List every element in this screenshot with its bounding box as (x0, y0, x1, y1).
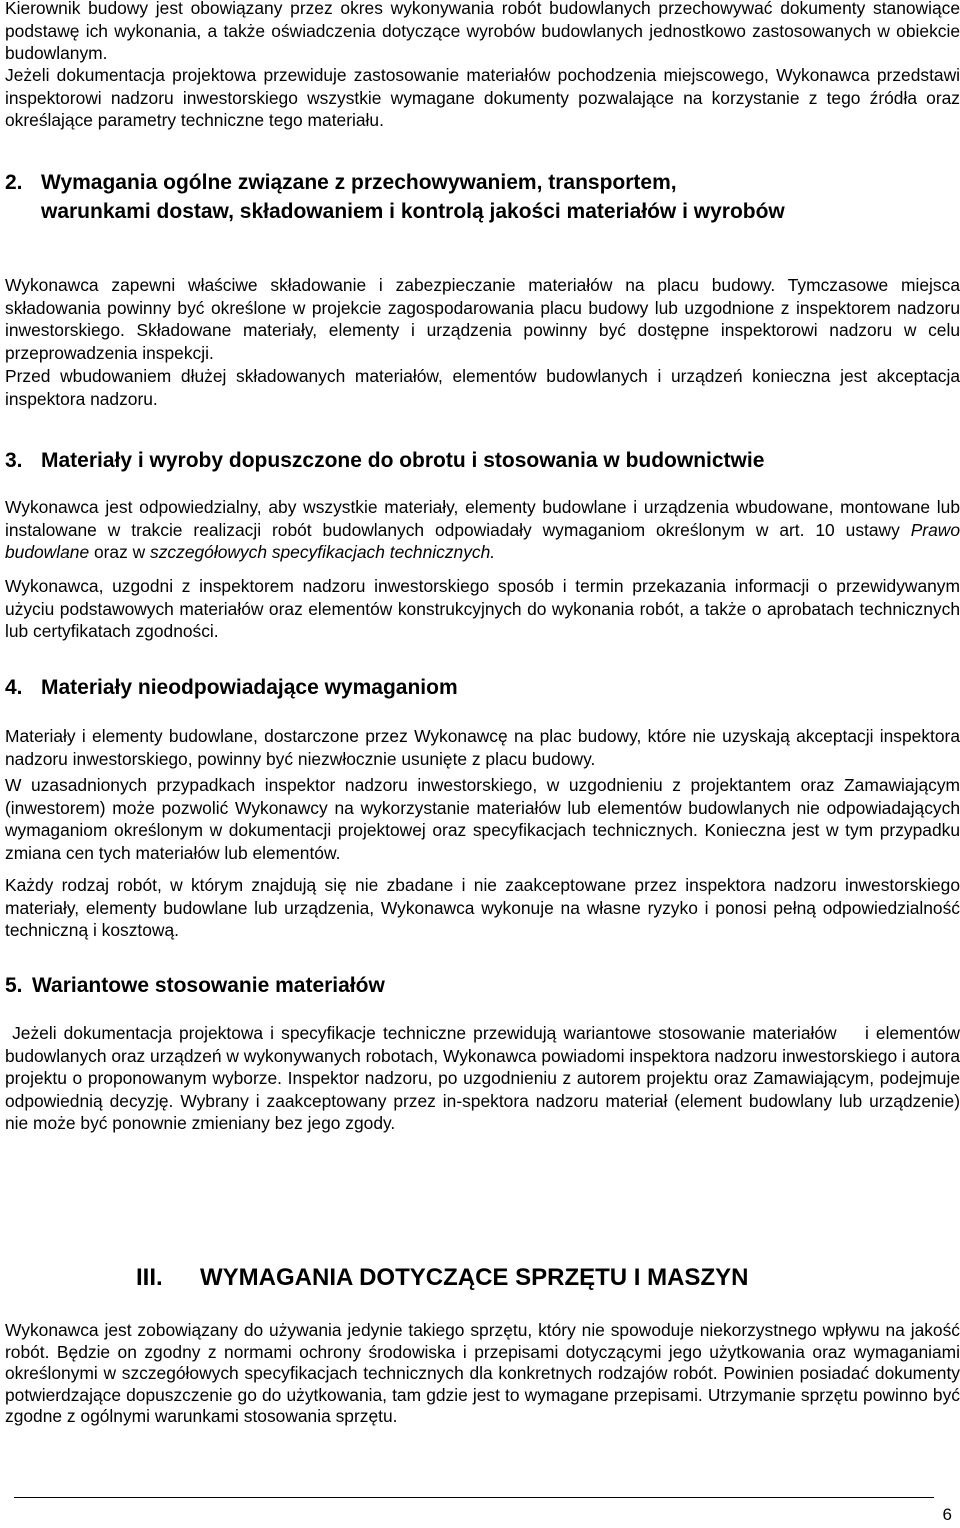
section-title: Wariantowe stosowanie materiałów (32, 974, 385, 997)
page-number: 6 (942, 1505, 952, 1524)
paragraph-storage: Wykonawca zapewni właściwe składowanie i zabezpieczanie materiałów na placu budowy. Tymczasowe miejsca składowania powinny być określone w projekcie zagospodarowania placu budowy lub uzgodnione z inspektorem nadzoru inwestorskiego. Składowane materiały, elementy i urządzenia powinny być dostępne inspektorowi nadzoru w celu przeprowadzenia inspekcji. (5, 275, 960, 363)
section-heading-5 (5, 971, 905, 1000)
chapter-title: WYMAGANIA DOTYCZĄCE SPRZĘTU I MASZYN (200, 1264, 749, 1291)
paragraph-information-transfer: Wykonawca, uzgodni z inspektorem nadzoru inwestorskiego sposób i termin przekazania informacji o przewidywanym użyciu podstawowych materiałów oraz elementów konstrukcyjnych do wykonania robót, a także o aprobatach technicznych lub certyfikatach zgodności. (5, 576, 960, 641)
law-title: Prawo budowlane (5, 519, 960, 562)
section-number: 3. (5, 449, 23, 472)
text-run: Wykonawca jest odpowiedzialny, aby wszystkie materiały, elementy budowlane i urządzenia wbudowane, montowane lub instalowane w trakcie realizacji robót budowlanych odpowiadały wymaganiom określonym w art. 10 ustawy (5, 497, 960, 540)
section-title: Materiały i wyroby dopuszczone do obrotu i stosowania w budownictwie (41, 449, 765, 472)
paragraph-equipment: Wykonawca jest zobowiązany do używania jedynie takiego sprzętu, który nie spowoduje niekorzystnego wpływu na jakość robót. Będzie on zgodny z normami ochrony środowiska i przepisami dotyczącymi jego użytkowania oraz wymaganiami określonymi w szczegółowych specyfikacjach technicznych dla konkretnych rodzajów robót. Powinien posiadać dokumenty potwierdzające dopuszczenie go do użytkowania, tam gdzie jest to wymagane przepisami. Utrzymanie sprzętu powinno być zgodne z ogólnymi warunkami stosowania sprzętu. (5, 1320, 960, 1426)
section-heading-4 (5, 673, 905, 702)
paragraph-variant-materials: Jeżeli dokumentacja projektowa i specyfikacje techniczne przewidują wariantowe stosowanie materiałów i elementów budowlanych oraz urządzeń w wykonywanych robotach, Wykonawca powiadomi inspektora nadzoru inwestorskiego i autora projektu o proponowanym wyborze. Inspektor nadzoru, po uzgodnieniu z autorem projektu oraz Zamawiającym, podejmuje odpowiednią decyzję. Wybrany i zaakceptowany przez in-spektora nadzoru materiał (element budowlany lub urządzenie) nie może być ponownie zmieniany bez jego zgody. (5, 1023, 960, 1133)
paragraph-contractor-responsibility (5, 496, 960, 564)
paragraph-contractor-risk: Każdy rodzaj robót, w którym znajdują się nie zbadane i nie zaakceptowane przez inspektora nadzoru inwestorskiego materiały, elementy budowlane lub urządzenia, Wykonawca wykonuje na własne ryzyko i ponosi pełną odpowiedzialność techniczną i kosztową. (5, 875, 960, 940)
specification-reference: szczegółowych specyfikacjach technicznych. (150, 542, 496, 562)
section-number: 5. (5, 974, 23, 997)
chapter-number: III. (136, 1264, 163, 1291)
text-run: oraz w (89, 542, 151, 562)
paragraph-rejected-materials: Materiały i elementy budowlane, dostarczone przez Wykonawcę na plac budowy, które nie uzyskają akceptacji inspektora nadzoru inwestorskiego, powinny być niezwłocznie usunięte z placu budowy. (5, 726, 960, 769)
chapter-heading (136, 1263, 748, 1293)
section-heading-3 (5, 446, 905, 475)
section-heading-2 (5, 168, 805, 226)
paragraph-site-manager-obligation: Kierownik budowy jest obowiązany przez okres wykonywania robót budowlanych przechowywać dokumenty stanowiące podstawę ich wykonania, a także oświadczenia dotyczące wyrobów budowlanych jednostkowo zastosowanych w obiekcie budowlanym. (5, 0, 960, 63)
section-title: Materiały nieodpowiadające wymaganiom (41, 676, 458, 699)
section-number: 2. (5, 171, 23, 194)
paragraph-local-materials: Jeżeli dokumentacja projektowa przewiduje zastosowanie materiałów pochodzenia miejscowego, Wykonawca przedstawi inspektorowi nadzoru inwestorskiego wszystkie wymagane dokumenty pozwalające na korzystanie z tego źródła oraz określające parametry techniczne tego materiału. (5, 65, 960, 130)
section-title: Wymagania ogólne związane z przechowywaniem, transportem, warunkami dostaw, składowaniem i kontrolą jakości materiałów i wyrobów (41, 171, 785, 223)
paragraph-justified-cases: W uzasadnionych przypadkach inspektor nadzoru inwestorskiego, w uzgodnieniu z projektantem oraz Zamawiającym (inwestorem) może pozwolić Wykonawcy na wykorzystanie materiałów lub elementów budowlanych nie odpowiadających wymaganiom określonym w dokumentacji projektowej oraz specyfikacjach technicznych. Konieczna jest w tym przypadku zmiana cen tych materiałów lub elementów. (5, 775, 960, 863)
section-number: 4. (5, 676, 23, 699)
paragraph-storage-acceptance: Przed wbudowaniem dłużej składowanych materiałów, elementów budowlanych i urządzeń konieczna jest akceptacja inspektora nadzoru. (5, 366, 960, 409)
footer-divider (14, 1497, 934, 1498)
